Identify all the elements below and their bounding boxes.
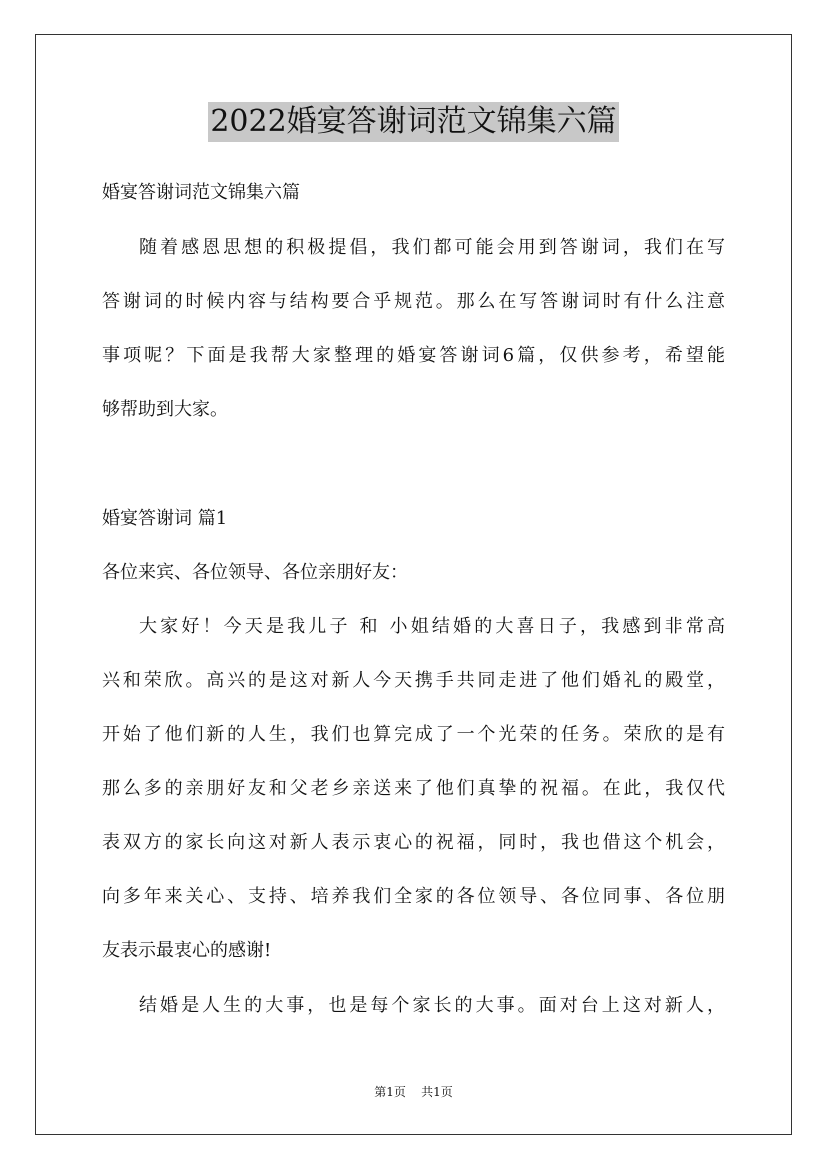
- para1-line-3: 开始了他们新的人生，我们也算完成了一个光荣的任务。荣欣的是有: [102, 724, 725, 745]
- intro-line-3: 事项呢？下面是我帮大家整理的婚宴答谢词6篇，仅供参考，希望能: [102, 345, 725, 366]
- para1-line-7: 友表示最衷心的感谢!: [102, 940, 272, 961]
- para1-line-6: 向多年来关心、支持、培养我们全家的各位领导、各位同事、各位朋: [102, 886, 725, 907]
- page-number: 第1页: [374, 1085, 406, 1099]
- para2-line-1: 结婚是人生的大事，也是每个家长的大事。面对台上这对新人，: [139, 995, 725, 1016]
- para1-line-4: 那么多的亲朋好友和父老乡亲送来了他们真挚的祝福。在此，我仅代: [102, 778, 725, 799]
- intro-line-1: 随着感恩思想的积极提倡，我们都可能会用到答谢词，我们在写: [139, 237, 725, 258]
- para1-line-1: 大家好！今天是我儿子 和 小姐结婚的大喜日子，我感到非常高: [139, 616, 725, 637]
- section-heading: 婚宴答谢词 篇1: [102, 508, 228, 529]
- title-container: [0, 102, 827, 142]
- total-pages: 共1页: [421, 1085, 453, 1099]
- subtitle: 婚宴答谢词范文锦集六篇: [102, 182, 300, 203]
- intro-line-4: 够帮助到大家。: [102, 399, 228, 420]
- page-footer: [0, 1083, 827, 1100]
- para1-line-2: 兴和荣欣。高兴的是这对新人今天携手共同走进了他们婚礼的殿堂，: [102, 670, 725, 691]
- para1-line-5: 表双方的家长向这对新人表示衷心的祝福，同时，我也借这个机会，: [102, 832, 725, 853]
- intro-line-2: 答谢词的时候内容与结构要合乎规范。那么在写答谢词时有什么注意: [102, 291, 725, 312]
- document-title: 2022婚宴答谢词范文锦集六篇: [208, 102, 618, 142]
- greeting: 各位来宾、各位领导、各位亲朋好友：: [102, 562, 408, 583]
